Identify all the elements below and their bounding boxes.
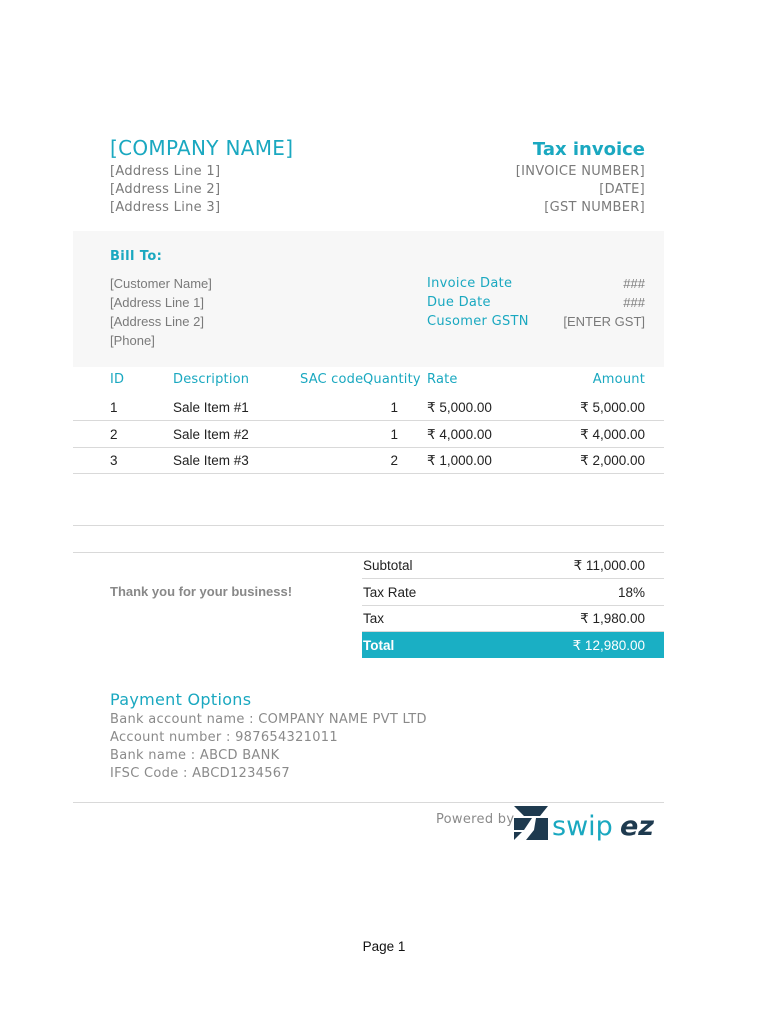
summary-row-tax (362, 605, 664, 632)
item-amount: ₹ 4,000.00 (580, 427, 645, 442)
logo-text-accent: ez (620, 811, 655, 842)
table-row (73, 394, 664, 421)
invoice-number: [INVOICE NUMBER] (515, 164, 645, 179)
total-value: ₹ 12,980.00 (572, 638, 645, 653)
column-header-description: Description (173, 372, 250, 387)
summary-row-tax-rate (362, 579, 664, 606)
logo-text-main: swip (552, 811, 613, 842)
bank-account-name: Bank account name : COMPANY NAME PVT LTD (110, 712, 427, 727)
column-header-quantity: Quantity (363, 372, 421, 387)
invoice-date-label: Invoice Date (427, 276, 513, 291)
invoice-date-value: ### (623, 276, 645, 291)
company-address-line-1: [Address Line 1] (110, 164, 221, 179)
summary-label: Subtotal (363, 558, 413, 573)
item-id: 1 (110, 400, 118, 415)
invoice-title: Tax invoice (532, 139, 645, 160)
bill-to-heading: Bill To: (110, 249, 163, 264)
page-number: Page 1 (362, 939, 406, 954)
item-description: Sale Item #3 (173, 453, 249, 468)
summary-value: 18% (617, 585, 645, 600)
company-address-line-2: [Address Line 2] (110, 182, 221, 197)
invoice-gst-number: [GST NUMBER] (544, 200, 645, 215)
due-date-label: Due Date (427, 295, 491, 310)
customer-gstn-value: [ENTER GST] (563, 314, 645, 329)
item-id: 3 (110, 453, 118, 468)
summary-row-subtotal (362, 552, 664, 579)
total-label: Total (363, 638, 395, 653)
item-rate: ₹ 5,000.00 (427, 400, 492, 415)
swipez-logo-mark (514, 802, 664, 846)
summary-row-total (362, 632, 664, 658)
column-header-rate: Rate (427, 372, 458, 387)
summary-value: ₹ 1,980.00 (580, 611, 645, 626)
item-rate: ₹ 1,000.00 (427, 453, 492, 468)
customer-phone: [Phone] (110, 333, 155, 348)
account-number: Account number : 987654321011 (110, 730, 338, 745)
column-header-id: ID (110, 372, 125, 387)
item-description: Sale Item #2 (173, 427, 249, 442)
summary-value: ₹ 11,000.00 (573, 558, 645, 573)
thank-you-message: Thank you for your business! (110, 584, 293, 599)
item-description: Sale Item #1 (173, 400, 249, 415)
powered-by-text: Powered by (436, 812, 515, 827)
customer-address-line-2: [Address Line 2] (110, 314, 204, 329)
divider (73, 525, 664, 526)
bank-name: Bank name : ABCD BANK (110, 748, 280, 763)
swipez-logo (514, 802, 664, 846)
ifsc-code: IFSC Code : ABCD1234567 (110, 766, 290, 781)
column-header-amount: Amount (592, 372, 645, 387)
column-header-sac-code: SAC code (300, 372, 364, 387)
customer-gstn-label: Cusomer GSTN (427, 314, 529, 329)
summary-label: Tax Rate (363, 585, 417, 600)
due-date-value: ### (623, 295, 645, 310)
customer-name: [Customer Name] (110, 276, 212, 291)
company-name: [COMPANY NAME] (110, 136, 294, 160)
item-id: 2 (110, 427, 118, 442)
item-quantity: 2 (390, 453, 398, 468)
table-row (73, 421, 664, 448)
invoice-date: [DATE] (599, 182, 645, 197)
payment-options-title: Payment Options (110, 690, 252, 709)
item-amount: ₹ 5,000.00 (580, 400, 645, 415)
item-quantity: 1 (390, 427, 398, 442)
customer-address-line-1: [Address Line 1] (110, 295, 204, 310)
item-quantity: 1 (390, 400, 398, 415)
table-row (73, 447, 664, 474)
company-address-line-3: [Address Line 3] (110, 200, 221, 215)
summary-label: Tax (363, 611, 385, 626)
item-rate: ₹ 4,000.00 (427, 427, 492, 442)
item-amount: ₹ 2,000.00 (580, 453, 645, 468)
